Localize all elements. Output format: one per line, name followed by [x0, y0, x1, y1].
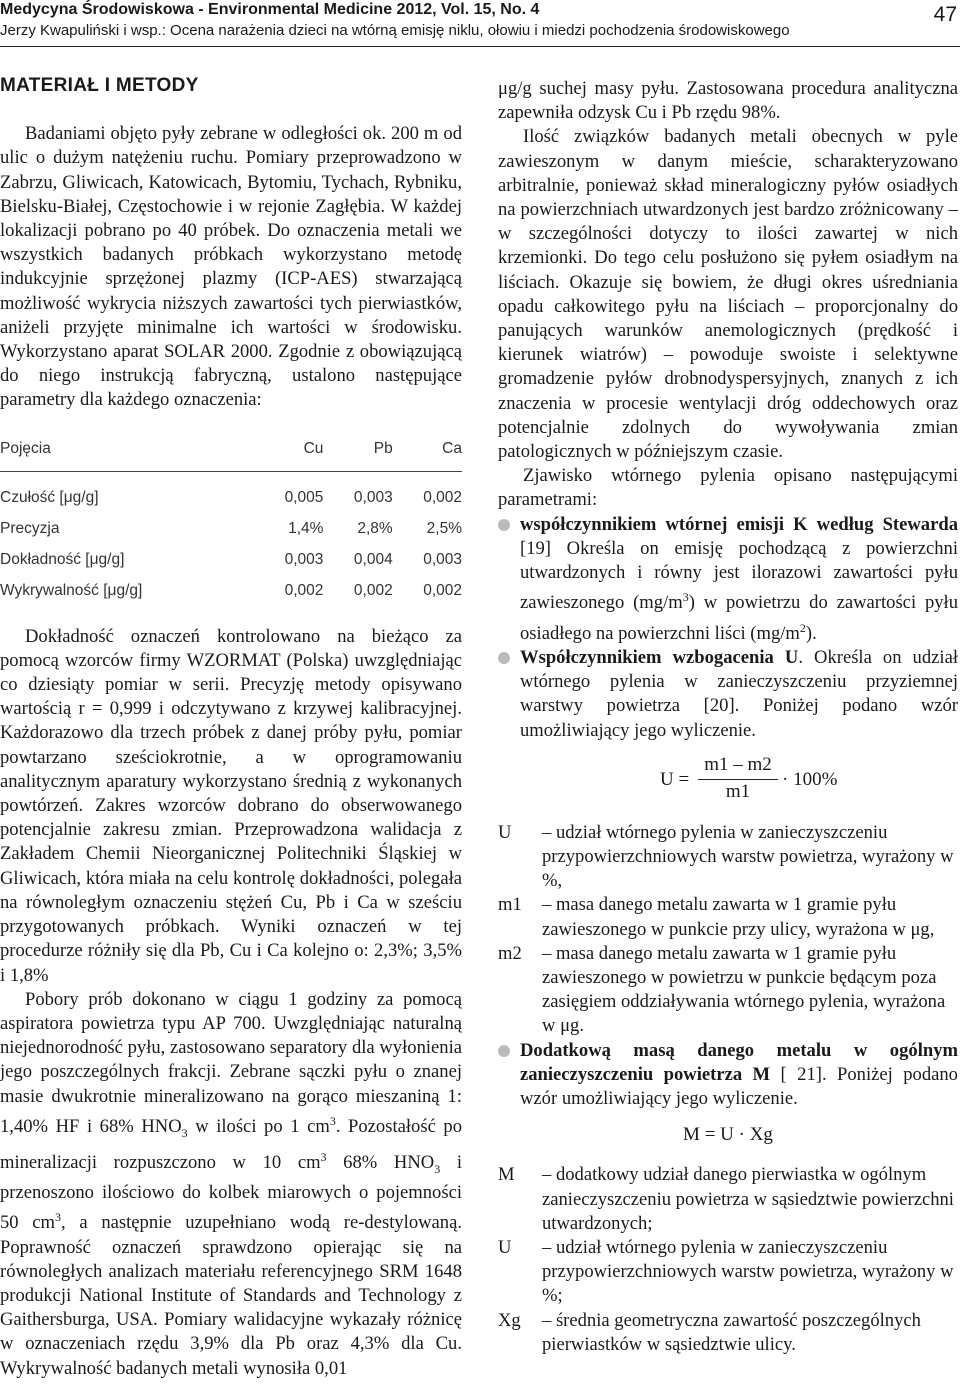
definition-text: – masa danego metalu zawarta w 1 gramie pyłu zawieszonego w punkcie przy ulicy, wyrażona w μg,: [542, 894, 935, 940]
table-cell: Wykrywalność [μg/g]: [0, 582, 143, 600]
table-cell: 0,002: [284, 582, 324, 600]
table-row: [0, 513, 462, 544]
definition-term: m1: [498, 894, 522, 916]
running-title: Jerzy Kwapuliński i wsp.: Ocena narażenia dzieci na wtórną emisję niklu, ołowiu i miedzi pochodzenia środowiskowego: [0, 22, 790, 39]
section-title: MATERIAŁ I METODY: [0, 75, 199, 96]
table-cell: 1,4%: [288, 520, 324, 538]
table-cell: 0,003: [353, 488, 393, 506]
definition-item: [498, 893, 958, 941]
paragraph: μg/g suchej masy pyłu. Zastosowana procedura analityczna zapewniła odzysk Cu i Pb rzędu 98%.: [498, 78, 958, 124]
subscript: 3: [434, 1161, 441, 1176]
formula-fraction: [698, 753, 778, 804]
definition-text: – masa danego metalu zawarta w 1 gramie pyłu zawieszonego w powietrzu w punkcie będącym poza zasięgiem oddziaływania wtórnego pylenia, wyrażona w μg.: [542, 942, 946, 1037]
table-cell: 0,003: [423, 551, 462, 569]
definition-text: – udział wtórnego pylenia w zanieczyszczeniu przypowierzchniowych warstw powietrza, wyrażony w %;: [542, 1236, 954, 1307]
subscript: 3: [181, 1125, 188, 1140]
formula-rhs: · 100%: [782, 768, 838, 790]
bullet-icon: [498, 652, 510, 664]
definitions-list: [498, 1163, 958, 1357]
text-run: 68% HNO: [326, 1152, 435, 1174]
formula-lhs: U =: [660, 768, 690, 790]
bullet-bold: Współczynnikiem wzbogacenia U: [520, 647, 799, 669]
table-cell: 0,003: [284, 551, 324, 569]
table-cell: Dokładność [μg/g]: [0, 551, 125, 569]
definition-item: [498, 1309, 958, 1357]
right-column: [498, 77, 958, 1357]
table-header-cell: Pojęcia: [0, 431, 254, 472]
text-run: , a następnie uzupełniano wodą re-destylowaną. Poprawność oznaczeń sprawdzono opierając się na równoległych analizach materiału referencyjnego SRM 1648 produkcji National Institute of Standards and Technology z Gaithersburga, USA. Pomiary walidacyjne wykazały różnicę w oznaczeniach rzędu 3,9% dla Pb oraz 4,3% dla Cu. Wykrywalność badanych metali wynosiła 0,01: [0, 1212, 462, 1379]
bullet-item: [498, 646, 958, 743]
bullet-bold: współczynnikiem wtórnej emisji K według Stewarda: [520, 513, 958, 535]
table-header-cell: Pb: [323, 431, 392, 472]
text-run: ).: [805, 622, 817, 644]
superscript: 3: [55, 1210, 62, 1225]
table-row: [0, 471, 462, 513]
definition-term: U: [498, 1236, 512, 1258]
header-rule: [0, 46, 960, 47]
definitions-list: [498, 821, 958, 1039]
table-cell: 0,002: [353, 582, 393, 600]
superscript: 3: [329, 1113, 336, 1128]
table-row: [0, 575, 462, 606]
table-header-row: [0, 431, 462, 472]
bullet-item: [498, 513, 958, 646]
table-cell: Precyzja: [0, 520, 60, 538]
text-run: [19] Określa on emisję pochodzącą z powierzchni utwardzonych i równy jest ilorazowi zawartości pyłu zawieszonego (mg/m: [520, 537, 958, 614]
journal-title: Medycyna Środowiskowa - Environmental Medicine 2012, Vol. 15, No. 4: [0, 1, 540, 18]
paragraph: Dokładność oznaczeń kontrolowano na bieżąco za pomocą wzorców firmy WZORMAT (Polska) uwzględniając co dziesiąty pomiar w serii. Precyzję metody opisywano wartością r = 0,999 i odczytywano z krzywej kalibracyjnej. Każdorazowo dla trzech próbek z danej próby pyłu, pomiar powtarzano sześciokrotnie, a w oprogramowaniu analitycznym aparatury wykorzystano średnią z wykonanych powtórzeń. Zakres wzorców dobrano do obserwowanego potencjalnie zakresu zmian. Przeprowadzona walidacja z Zakładem Chemii Nieorganicznej Politechniki Śląskiej w Gliwicach, która miała na celu kontrolę dokładności, polegała na równoległym oznaczeniu stężeń Cu, Pb i Ca w sześciu przygotowanych próbkach. Wyniki oznaczeń w tej procedurze różniły się dla Pb, Cu i Ca kolejno o: 2,3%; 3,5% i 1,8%: [0, 625, 462, 986]
definition-term: Xg: [498, 1309, 521, 1331]
superscript: 3: [682, 590, 689, 605]
text-run: [ 21]. Poniżej podano wzór umożliwiający jego wyliczenie.: [520, 1063, 958, 1110]
table-header-cell: Ca: [393, 431, 462, 472]
text-run: w ilości po 1 cm: [187, 1115, 330, 1137]
text-run: ) w powietrzu do zawartości pyłu osiadłego na powierzchni liści (mg/m: [520, 592, 958, 644]
superscript: 3: [320, 1149, 327, 1164]
paragraph: Zjawisko wtórnego pylenia opisano następującymi parametrami:: [498, 465, 958, 511]
paragraph: Ilość związków badanych metali obecnych w pyle zawieszonym w danym mieście, scharakteryzowano arbitralnie, ponieważ skład mineralogiczny pyłów osiadłych na powierzchniach utwardzonych jest bardzo zróżnicowany – w szczególności dotyczy to ilości zawartej w nich krzemionki. Do tego celu posłużono się pyłem osiadłym na liściach. Okazuje się bowiem, że długi okres uśredniania opadu całkowitego pyłu na liściach – proporcjonalny do panujących warunków anemologicznych (prędkość i kierunek wiatrów) – powoduje swoiste i selektywne gromadzenie pyłów drobnodyspersyjnych, znanych z ich znaczenia w procesie wentylacji dróg oddechowych oraz potencjalnie zdolnych do wywoływania zmian patologicznych w późniejszym czasie.: [498, 126, 958, 463]
page-number: 47: [933, 3, 957, 26]
formula-m: M = U · Xg: [683, 1124, 773, 1146]
definition-text: – udział wtórnego pylenia w zanieczyszczeniu przypowierzchniowych warstw powietrza, wyrażony w %,: [542, 821, 954, 892]
definition-item: [498, 942, 958, 1039]
table-cell: 0,002: [423, 488, 462, 506]
definition-item: [498, 1163, 958, 1236]
table-cell: 0,004: [353, 551, 393, 569]
definition-item: [498, 821, 958, 894]
definition-term: U: [498, 821, 512, 843]
table-cell: 0,002: [423, 582, 462, 600]
definition-item: [498, 1236, 958, 1309]
paragraph: Badaniami objęto pyły zebrane w odległości ok. 200 m od ulic o dużym natężeniu ruchu. Pomiary przeprowadzono w Zabrzu, Gliwicach, Katowicach, Bytomiu, Tychach, Rybniku, Bielsku-Białej, Częstochowie i w rejonie Zagłębia. W każdej lokalizacji pobrano po 40 próbek. Do oznaczenia metali we wszystkich badanych próbkach wykorzystano metodę indukcyjnie sprzężonej plazmy (ICP-AES) stwarzającą możliwość wykrycia niższych zawartości tych pierwiastków, aniżeli przyjęte minimalne ich wartości w środowisku. Wykorzystano aparat SOLAR 2000. Zgodnie z obowiązującą do niego instrukcją fabryczną, ustalono następujące parametry dla każdego oznaczenia:: [0, 123, 462, 411]
table-header-cell: Cu: [254, 431, 323, 472]
bullet-item: [498, 1039, 958, 1112]
definition-text: – średnia geometryczna zawartość poszczególnych pierwiastków w sąsiedztwie ulicy.: [542, 1309, 921, 1355]
formula-u: [498, 753, 958, 813]
bullet-icon: [498, 519, 510, 531]
table-row: [0, 544, 462, 575]
text-run: . Określa on udział wtórnego pylenia w zanieczyszczeniu przyziemnej warstwy powietrza [20]. Poniżej podano wzór umożliwiający jego wyliczenie.: [520, 647, 958, 741]
text-run: i przenoszono ilościowo do kolbek miarowych o pojemności 50 cm: [0, 1152, 462, 1234]
text-run: . Pozostałość po mineralizacji rozpuszczono w 10 cm: [0, 1115, 462, 1174]
table-cell: Czułość [μg/g]: [0, 488, 99, 506]
parameters-table: [0, 431, 462, 607]
left-column: [0, 74, 462, 1381]
table-cell: 2,8%: [357, 520, 393, 538]
table-cell: 2,5%: [426, 520, 462, 538]
bullet-bold: Dodatkową masą danego metalu w ogólnym zanieczyszczeniu powietrza M: [520, 1039, 958, 1085]
definition-text: – dodatkowy udział danego pierwiastka w ogólnym zanieczyszczeniu powietrza w sąsiedztwie powierzchni utwardzonych;: [542, 1164, 954, 1234]
paragraph: [0, 988, 462, 1381]
definition-term: m2: [498, 942, 522, 964]
superscript: 2: [799, 620, 806, 635]
formula-numerator: m1 – m2: [698, 753, 778, 780]
table-cell: 0,005: [284, 488, 324, 506]
definition-term: M: [498, 1164, 515, 1186]
formula-denominator: m1: [725, 781, 751, 803]
text-run: Poborу prób dokonano w ciągu 1 godziny za pomocą aspiratora powietrza typu AP 700. Uwzględniając naturalną niejednorodność pyłu, zastosowano separatory dla wyłonienia jego poszczególnych frakcji. Zebrane sączki pyłu o znanej masie dwukrotnie mineralizowano na gorąco mieszaniną 1: 1,40% HF i 68% HNO: [0, 988, 462, 1137]
bullet-icon: [498, 1045, 510, 1057]
